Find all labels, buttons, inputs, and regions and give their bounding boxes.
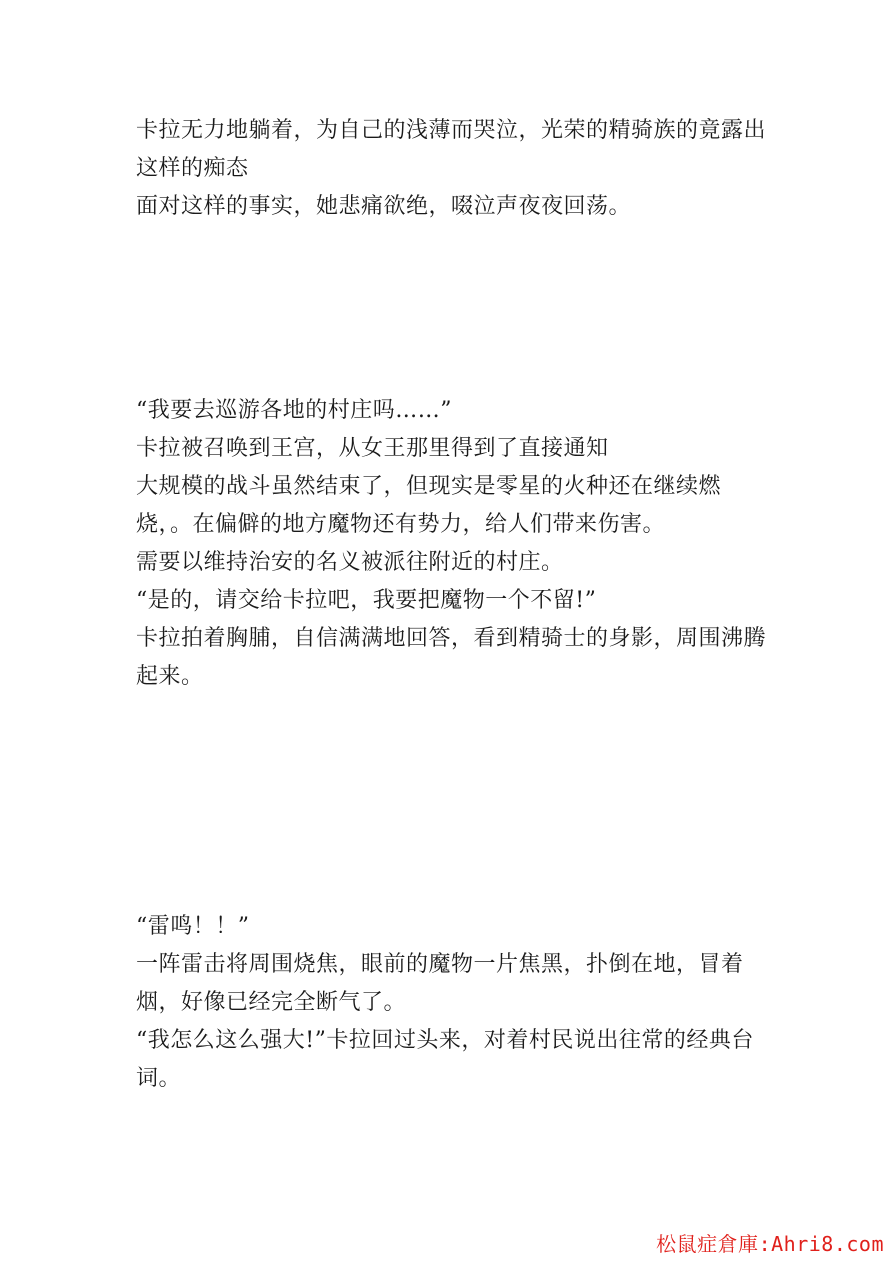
paragraph-line: 卡拉无力地躺着，为自己的浅薄而哭泣，光荣的精骑族的竟露出这样的痴态 bbox=[136, 118, 767, 181]
paragraph-line: 需要以维持治安的名义被派往附近的村庄。 bbox=[136, 550, 564, 575]
paragraph-line: “我要去巡游各地的村庄吗……” bbox=[136, 398, 452, 423]
paragraph-line: 一阵雷击将周围烧焦，眼前的魔物一片焦黑，扑倒在地，冒着烟，好像已经完全断气了。 bbox=[136, 952, 744, 1015]
paragraph-block-2 bbox=[136, 392, 766, 696]
paragraph-line: 大规模的战斗虽然结束了，但现实是零星的火种还在继续燃烧，。在偏僻的地方魔物还有势力，给人们带来伤害。 bbox=[136, 474, 722, 537]
paragraph-block-3 bbox=[136, 908, 766, 1098]
paragraph-line: “雷鸣！！” bbox=[136, 914, 250, 939]
paragraph-line: 面对这样的事实，她悲痛欲绝，啜泣声夜夜回荡。 bbox=[136, 194, 632, 219]
watermark-text: 松鼠症倉庫:Ahri8.com bbox=[656, 1232, 884, 1256]
paragraph-line: 卡拉被召唤到王宫，从女王那里得到了直接通知 bbox=[136, 436, 609, 461]
paragraph-line: 卡拉拍着胸脯，自信满满地回答，看到精骑士的身影，周围沸腾起来。 bbox=[136, 626, 767, 689]
paragraph-line: “我怎么这么强大!”卡拉回过头来，对着村民说出往常的经典台词。 bbox=[136, 1028, 754, 1091]
paragraph-line: “是的，请交给卡拉吧，我要把魔物一个不留!” bbox=[136, 588, 597, 613]
paragraph-block-1 bbox=[136, 112, 766, 226]
